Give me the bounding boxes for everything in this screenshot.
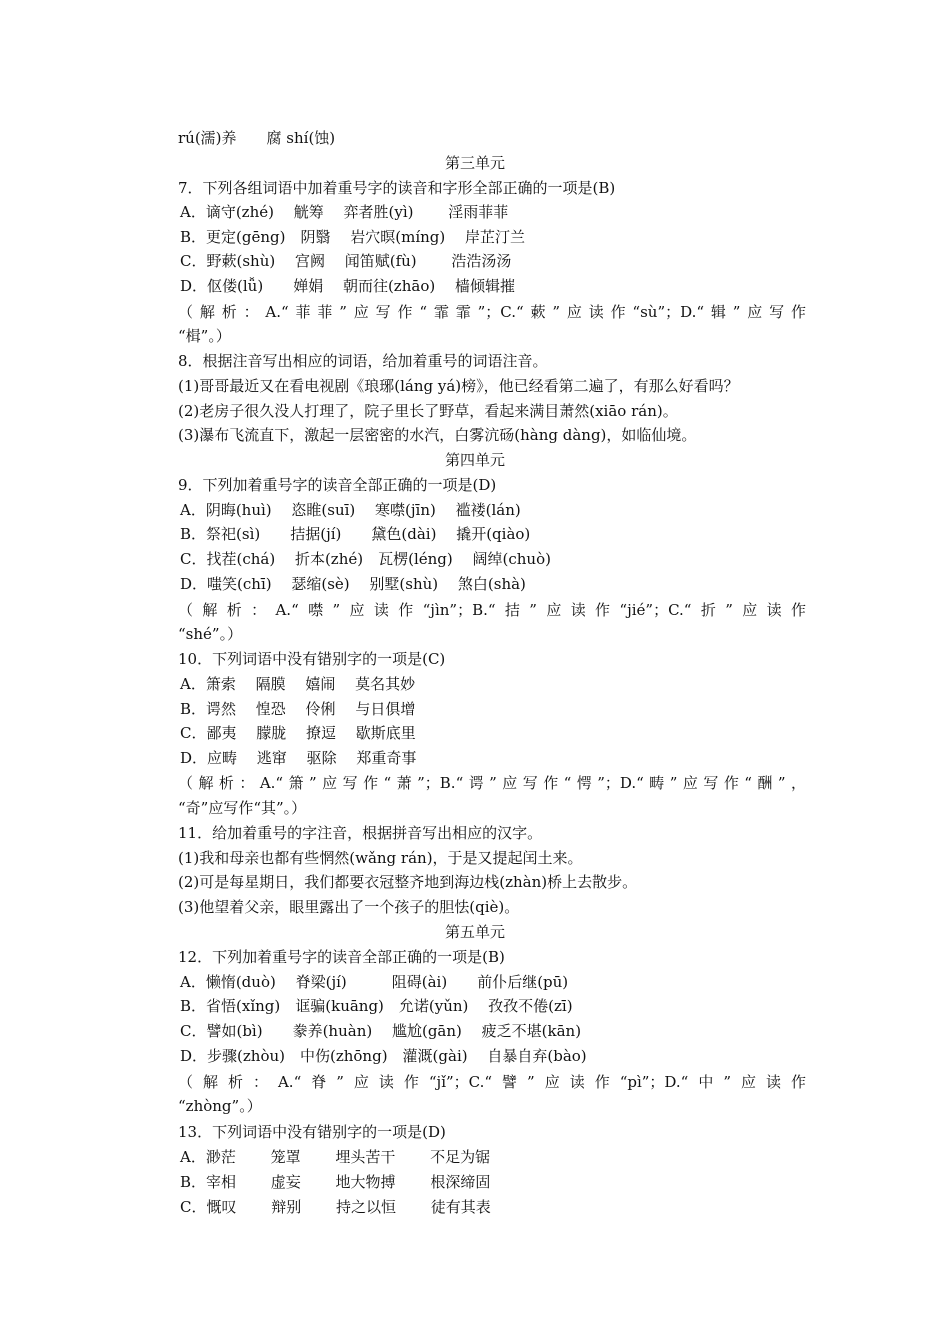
q10-option-a: A．箫索 隔膜 嬉闹 莫名其妙 — [180, 675, 416, 693]
q9-option-c: C．找茬(chá) 折本(zhé) 瓦楞(léng) 阔绰(chuò) — [180, 550, 551, 568]
q9-option-d: D．嗤笑(chī) 瑟缩(sè) 别墅(shù) 煞白(shà) — [180, 575, 526, 593]
q7-option-d: D．伛偻(lǚ) 婵娟 朝而往(zhāo) 樯倾辑摧 — [180, 277, 515, 295]
q8-item-1: (1)哥哥最近又在看电视剧《琅琊(láng yá)榜》，他已经看第二遍了，有那么好看吗？ — [178, 377, 739, 395]
q12-analysis-cont: “zhòng”。） — [178, 1097, 262, 1115]
q8-item-3: (3)瀑布飞流直下，激起一层密密的水汽，白雾沆砀(hàng dàng)，如临仙境。 — [178, 426, 697, 444]
q7-analysis: （解析：A.“菲菲”应写作“霏霏”；C.“蔌”应读作“sù”；D.“辑”应写作 — [178, 303, 806, 321]
q12-option-a: A．懒惰(duò) 脊梁(jí) 阻碍(ài) 前仆后继(pū) — [180, 973, 569, 991]
q9-option-b: B．祭祀(sì) 拮据(jí) 黛色(dài) 撬开(qiào) — [180, 525, 531, 543]
q10-option-b: B．谔然 惶恐 伶俐 与日俱增 — [180, 700, 416, 718]
question-8: 8．根据注音写出相应的词语，给加着重号的词语注音。 — [178, 352, 548, 370]
q7-option-c: C．野蔌(shù) 宫阙 闻笛赋(fù) 浩浩汤汤 — [180, 252, 512, 270]
q13-option-c: C．慨叹 辩别 持之以恒 徒有其表 — [180, 1198, 491, 1216]
q11-item-3: (3)他望着父亲，眼里露出了一个孩子的胆怯(qiè)。 — [178, 898, 520, 916]
q7-option-b: B．更定(gēng) 阴翳 岩穴暝(míng) 岸芷汀兰 — [180, 228, 525, 246]
prev-answer-line: rú(濡)养 腐 shí(蚀) — [178, 129, 336, 147]
q13-option-a: A．渺茫 笼罩 埋头苦干 不足为锯 — [180, 1148, 491, 1166]
q13-option-b: B．宰相 虚妄 地大物搏 根深缔固 — [180, 1173, 491, 1191]
unit-heading-3: 第三单元 — [444, 154, 505, 172]
q11-item-2: (2)可是每星期日，我们都要衣冠整齐地到海边栈(zhàn)桥上去散步。 — [178, 873, 638, 891]
q10-option-c: C．鄙夷 朦胧 撩逗 歇斯底里 — [180, 724, 416, 742]
q11-item-1: (1)我和母亲也都有些惘然(wǎng rán)，于是又提起闰土来。 — [178, 849, 583, 867]
unit-heading-5: 第五单元 — [444, 923, 505, 941]
q8-item-2: (2)老房子很久没人打理了，院子里长了野草，看起来满目萧然(xiāo rán)。 — [178, 402, 678, 420]
q10-option-d: D．应畴 逃窜 驱除 郑重奇事 — [180, 749, 417, 767]
q7-analysis-cont: “楫”。） — [178, 327, 231, 345]
q12-option-c: C．譬如(bì) 豢养(huàn) 尴尬(gān) 疲乏不堪(kān) — [180, 1022, 582, 1040]
question-11: 11．给加着重号的字注音，根据拼音写出相应的汉字。 — [178, 824, 543, 842]
q10-analysis: （解析：A.“箫”应写作“萧”；B.“谔”应写作“愕”；D.“畴”应写作“酬”， — [178, 774, 806, 792]
question-12: 12．下列加着重号字的读音全部正确的一项是(B) — [178, 948, 505, 966]
q12-option-d: D．步骤(zhòu) 中伤(zhōng) 灌溉(gài) 自暴自弃(bào) — [180, 1047, 587, 1065]
q7-option-a: A．谪守(zhé) 觥筹 弈者胜(yì) 淫雨菲菲 — [180, 203, 509, 221]
q10-analysis-cont: “奇”应写作“其”。） — [178, 799, 307, 817]
unit-heading-4: 第四单元 — [444, 451, 505, 469]
question-10: 10．下列词语中没有错别字的一项是(C) — [178, 650, 446, 668]
question-7: 7．下列各组词语中加着重号字的读音和字形全部正确的一项是(B) — [178, 179, 616, 197]
q9-option-a: A．阴晦(huì) 恣睢(suī) 寒噤(jīn) 褴褛(lán) — [180, 501, 521, 519]
question-9: 9．下列加着重号字的读音全部正确的一项是(D) — [178, 476, 497, 494]
question-13: 13．下列词语中没有错别字的一项是(D) — [178, 1123, 446, 1141]
q9-analysis: （解析：A.“噤”应读作“jìn”；B.“拮”应读作“jié”；C.“折”应读作 — [178, 601, 806, 619]
q12-option-b: B．省悟(xǐng) 诓骗(kuāng) 允诺(yǔn) 孜孜不倦(zī) — [180, 997, 573, 1015]
q9-analysis-cont: “shé”。） — [178, 625, 243, 643]
q12-analysis: （解析：A.“脊”应读作“jǐ”；C.“譬”应读作“pì”；D.“中”应读作 — [178, 1073, 806, 1091]
